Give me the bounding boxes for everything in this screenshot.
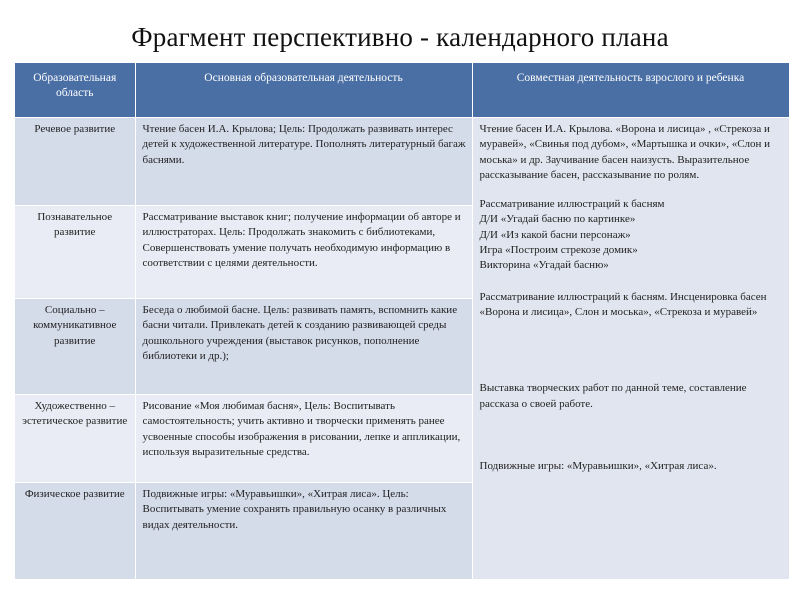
- joint-item: Д/И «Из какой басни персонаж»: [479, 228, 631, 241]
- area-cell: Социально – коммуникативное развитие: [15, 299, 135, 395]
- joint-block-staging: Рассматривание иллюстраций к басням. Инсценировка басен «Ворона и лисица», Слон и моська», «Стрекоза и муравей»: [479, 290, 767, 318]
- joint-block-reading: Чтение басен И.А. Крылова. «Ворона и лисица» , «Стрекоза и муравей», «Свинья под дубом», «Мартышка и очки», «Слон и моська» и др. Заучивание басен наизусть. Выразительное рассказывание басен, рассказывание по ролям.: [479, 123, 771, 181]
- joint-block-games: Подвижные игры: «Муравьишки», «Хитрая лиса».: [479, 459, 717, 472]
- header-main-activity: Основная образовательная деятельность: [135, 63, 472, 118]
- joint-item: Викторина «Угадай басню»: [479, 259, 609, 272]
- main-activity-cell: Рассматривание выставок книг; получение информации об авторе и иллюстраторах. Цель: Продолжать знакомить с библиотеками, Совершенствовать умение получать необходимую информацию в соответствии с целями деятельности.: [135, 206, 472, 299]
- joint-activity-cell: [472, 118, 789, 579]
- joint-item: Д/И «Угадай басню по картинке»: [479, 213, 636, 226]
- main-activity-cell: Рисование «Моя любимая басня», Цель: Воспитывать самостоятельность; учить активно и творчески применять ранее усвоенные способы изображения в рисовании, лепке и аппликации, используя выразительные средства.: [135, 395, 472, 483]
- joint-item: Рассматривание иллюстраций к басням: [479, 198, 665, 211]
- main-activity-cell: Чтение басен И.А. Крылова; Цель: Продолжать развивать интерес детей к художественной литературе. Пополнять литературный багаж баснями.: [135, 118, 472, 206]
- header-area: Образовательная область: [15, 63, 135, 118]
- area-cell: Познавательное развитие: [15, 206, 135, 299]
- table-row: [15, 118, 789, 206]
- table-header-row: [15, 63, 789, 118]
- area-cell: Физическое развитие: [15, 483, 135, 579]
- joint-block-exhibition: Выставка творческих работ по данной теме, составление рассказа о своей работе.: [479, 382, 747, 410]
- plan-table: [15, 63, 790, 579]
- area-cell: Речевое развитие: [15, 118, 135, 206]
- header-joint-activity: Совместная деятельность взрослого и ребенка: [472, 63, 789, 118]
- page-title: Фрагмент перспективно - календарного плана: [131, 22, 669, 52]
- joint-item: Игра «Построим стрекозе домик»: [479, 244, 638, 257]
- main-activity-cell: Подвижные игры: «Муравьишки», «Хитрая лиса». Цель: Воспитывать умение сохранять правильную осанку в различных видах деятельности.: [135, 483, 472, 579]
- main-activity-cell: Беседа о любимой басне. Цель: развивать память, вспомнить какие басни читали. Привлекать детей к созданию развивающей среды дошкольного учреждения (выставок рисунков, пополнение библиотеки и др.);: [135, 299, 472, 395]
- area-cell: Художественно – эстетическое развитие: [15, 395, 135, 483]
